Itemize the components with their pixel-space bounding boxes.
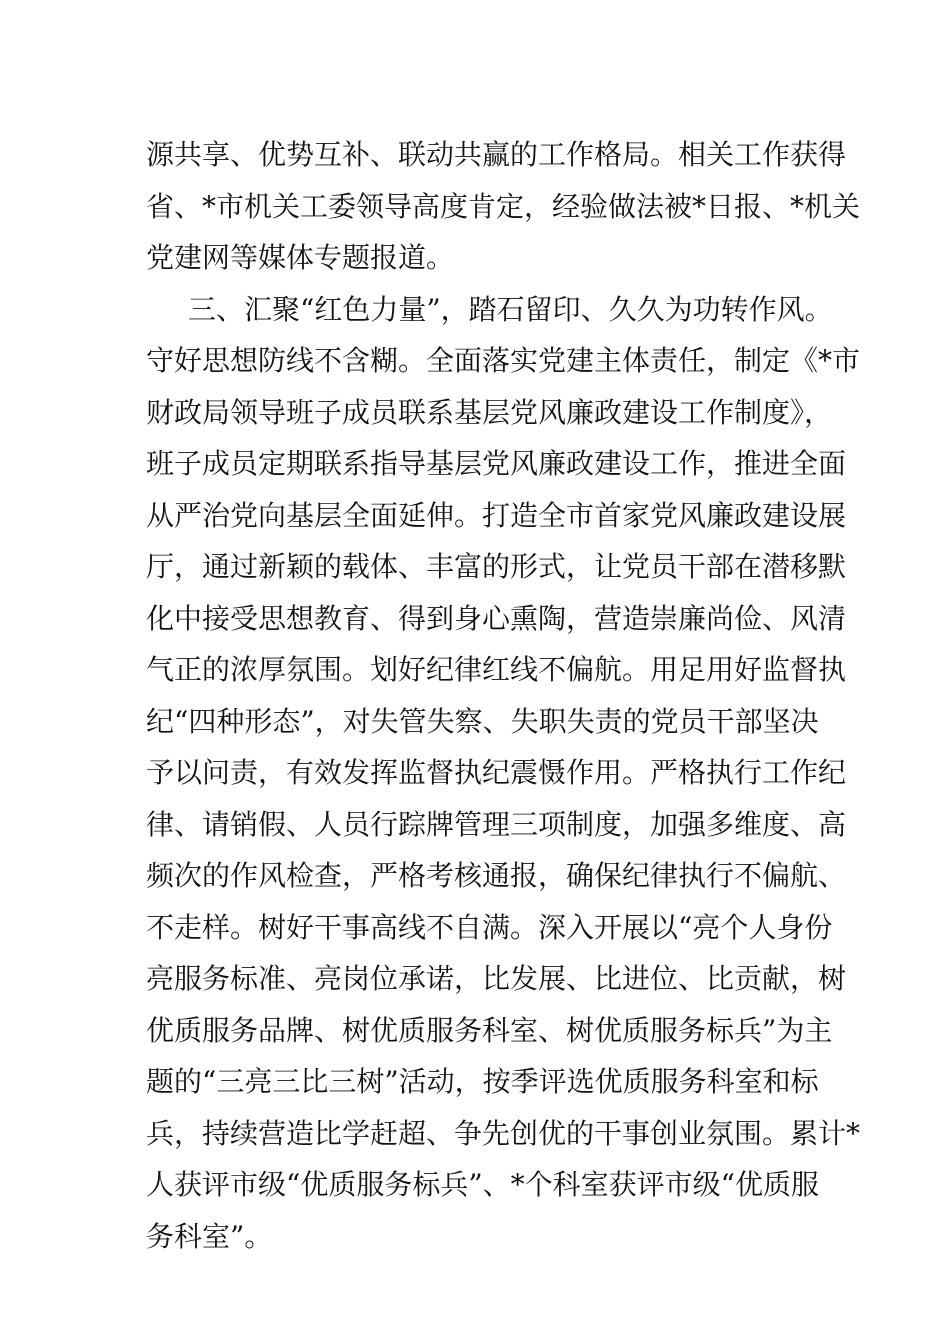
text-line: 人获评市级“优质服务标兵”、*个科室获评市级“优质服: [146, 1168, 819, 1201]
text-line: 频次的作风检查，严格考核通报，确保纪律执行不偏航、: [146, 859, 847, 892]
text-line: 党建网等媒体专题报道。: [146, 241, 455, 274]
text-line: 优质服务品牌、树优质服务科室、树优质服务标兵”为主: [146, 1013, 833, 1047]
text-line: 纪“四种形态”，对失管失察、失职失责的党员干部坚决: [146, 704, 819, 738]
text-line: 予以问责，有效发挥监督执纪震慑作用。严格执行工作纪: [146, 756, 847, 789]
text-line: 守好思想防线不含糊。全面落实党建主体责任，制定《*市: [146, 344, 861, 377]
text-line: 班子成员定期联系指导基层党风廉政建设工作，推进全面: [146, 447, 847, 480]
text-line: 省、*市机关工委领导高度肯定，经验做法被*日报、*机关: [146, 189, 861, 223]
text-line: 气正的浓厚氛围。划好纪律红线不偏航。用足用好监督执: [146, 653, 847, 686]
text-line: 不走样。树好干事高线不自满。深入开展以“亮个人身份: [146, 910, 833, 944]
text-line: 亮服务标准、亮岗位承诺，比发展、比进位、比贡献，树: [146, 962, 847, 995]
text-line: 厅，通过新颖的载体、丰富的形式，让党员干部在潜移默: [146, 550, 847, 583]
text-line: 源共享、优势互补、联动共赢的工作格局。相关工作获得: [146, 138, 847, 171]
section-heading-line: 三、汇聚“红色力量”，踏石留印、久久为功转作风。: [188, 292, 833, 326]
text-line: 化中接受思想教育、得到身心熏陶，营造崇廉尚俭、风清: [146, 601, 847, 635]
text-line: 兵，持续营造比学赶超、争先创优的干事创业氛围。累计*: [146, 1116, 861, 1150]
text-line: 题的“三亮三比三树”活动，按季评选优质服务科室和标: [146, 1065, 819, 1098]
text-line: 务科室”。: [146, 1219, 273, 1253]
text-line: 财政局领导班子成员联系基层党风廉政建设工作制度》，: [146, 395, 833, 429]
document-body: [146, 129, 861, 1262]
text-line: 律、请销假、人员行踪牌管理三项制度，加强多维度、高: [146, 807, 847, 841]
text-line: 从严治党向基层全面延伸。打造全市首家党风廉政建设展: [146, 498, 847, 532]
